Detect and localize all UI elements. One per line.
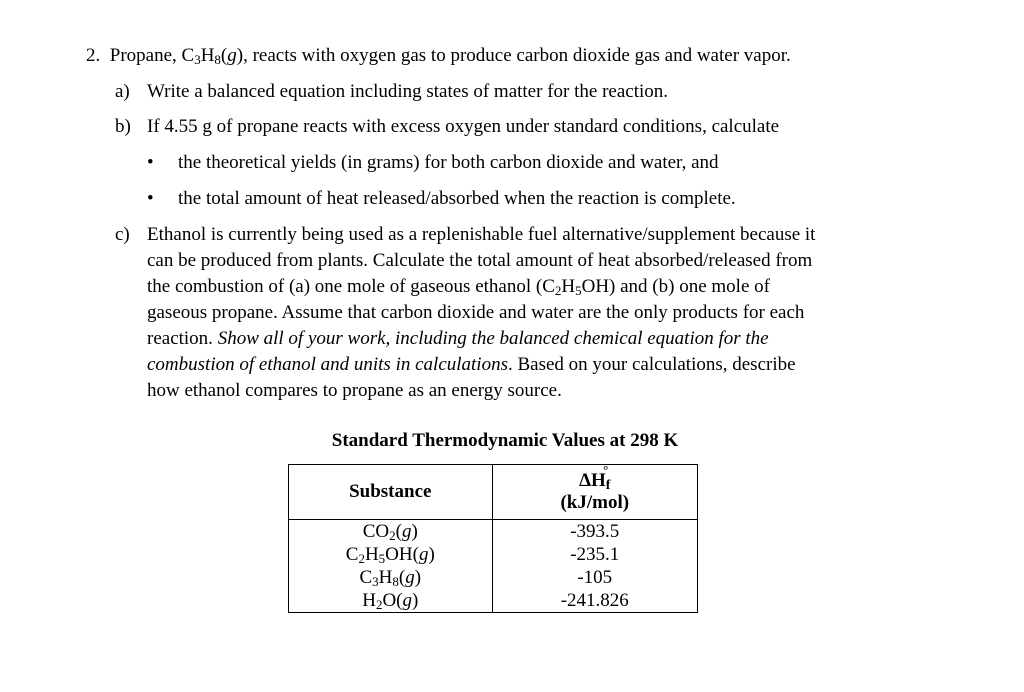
table-row [289,589,698,613]
part-a-label: a) [115,81,130,102]
part-a [115,79,130,105]
bullet-icon: • [147,152,154,173]
part-b-label: b) [115,116,131,137]
table-title: Standard Thermodynamic Values at 298 K [331,430,679,451]
substance-cell: $H_2O(g)$ [289,589,493,613]
col-substance-header: Substance [289,465,493,520]
part-a-text: Write a balanced equation including states of matter for the reaction. [147,81,668,102]
bullet-icon: • [147,188,154,209]
part-b-bullet-1: the theoretical yields (in grams) for both carbon dioxide and water, and [178,152,719,173]
table-row [289,566,698,589]
question-text: Propane, $C_3H_8(g)$, reacts with oxygen gas to produce carbon dioxide gas and water vapor. [109,45,791,67]
substance-cell: $C_3H_8(g)$ [289,566,493,589]
enthalpy-cell: -235.1 [492,543,697,566]
part-c-label: c) [115,224,130,245]
enthalpy-cell: -241.826 [492,589,697,613]
enthalpy-cell: -393.5 [492,520,697,544]
question-2 [86,43,791,69]
question-number: 2. [86,45,101,66]
substance-cell: $C_2H_5OH(g)$ [289,543,493,566]
part-b-text: If 4.55 g of propane reacts with excess oxygen under standard conditions, calculate [147,116,780,137]
substance-cell: $CO_2(g)$ [289,520,493,544]
col-enthalpy-header: $\Delta H_f$ ° (kJ/mol) [492,465,697,520]
part-b-bullet-2: the total amount of heat released/absorbed when the reaction is complete. [178,188,736,209]
enthalpy-cell: -105 [492,566,697,589]
thermodynamic-table [288,464,698,613]
table-header-row [289,465,698,520]
delta-h-symbol: $\Delta H_f$ ° [579,462,611,493]
part-c-text: Ethanol is currently being used as a replenishable fuel alternative/supplement because it can be produced from plants. Calculate the total amount of heat absorbed/released from the combustion of (a) one mole of gaseous ethanol $(C_2H_5OH)$ and (b) one mole of gaseous propane. Assume that carbon dioxide and water are the only products for each reaction. Show all of your work, including the balanced chemical equation for the combustion of ethanol and units in calculations. Based on your calculations, describe how ethanol compares to propane as an energy source. [147,224,816,401]
table-row [289,543,698,566]
table-row [289,520,698,544]
